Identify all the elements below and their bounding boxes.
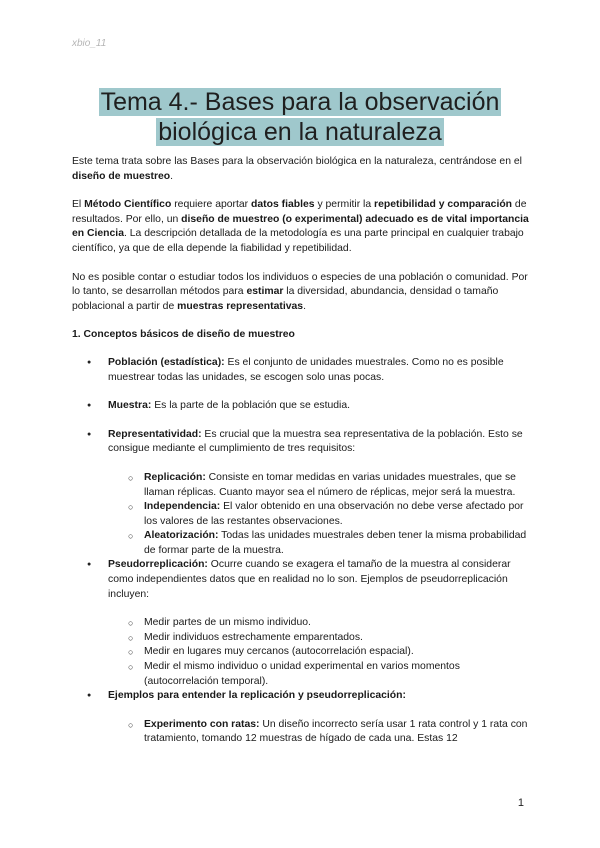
term: Replicación: [144,471,206,483]
document-body [72,155,530,747]
concepts-list [72,356,530,747]
list-item [72,356,530,385]
p3-bold: estimar [246,286,284,298]
p3-text: la diversidad, abundancia, densidad o tamaño poblacional a partir de [72,286,499,312]
title-line-2: biológica en la naturaleza [158,118,442,146]
p2-bold: datos fiables [251,199,315,211]
p2-bold: Método Científico [84,199,172,211]
definition: Es la parte de la población que se estudia. [151,400,351,412]
p2-text: requiere aportar [171,199,252,211]
list-item [108,471,530,500]
p3-text: . [303,300,306,312]
list-item [108,718,530,747]
list-item: ○ Medir individuos estrechamente emparentados. [108,631,530,646]
definition: Ocurre cuando se exagera el tamaño de la muestra al considerar como independientes datos que en realidad no lo son. Ejemplos de pseudorreplicación incluyen: [108,559,511,600]
definition: Todas las unidades muestrales deben tener la misma probabilidad de formar parte de la muestra. [144,530,527,556]
definition: Es crucial que la muestra sea representativa de la población. Esto se consigue mediante el cumplimiento de tres requisitos: [108,428,523,455]
p2-text: . La descripción detallada de la metodología es una parte principal en cualquier trabajo científico, ya que de ella depende la fiabilidad y repetibilidad. [72,228,524,254]
term: Aleatorización: [144,530,219,542]
definition: Un diseño incorrecto sería usar 1 rata control y 1 rata con tratamiento, tomando 12 muestras de hígado de cada una. Estas 12 [144,718,528,745]
list-item [72,399,530,414]
term: Población (estadística): [108,356,225,368]
estimation-paragraph [72,271,530,315]
definition: Consiste en tomar medidas en varias unidades muestrales, que se llaman réplicas. Cuanto mayor sea el número de réplicas, mejor será la muestra. [144,471,516,498]
intro-bold: diseño de muestreo [72,170,171,182]
p2-text: y permitir la [314,199,375,211]
page-number: 1 [517,797,524,809]
section-heading: 1. Conceptos básicos de diseño de muestreo [72,329,295,341]
p2-bold: repetibilidad y comparación [374,199,513,211]
term: Muestra: [108,400,152,412]
list-item [72,558,530,689]
title-line-1: Tema 4.- Bases para la observación [100,88,500,116]
pseudo-examples-list [108,616,530,689]
intro-text-end: . [170,170,174,182]
examples-list [108,718,530,747]
list-item [72,428,530,559]
method-paragraph [72,198,530,256]
header-label: xbio_11 [72,38,107,49]
p3-bold: muestras representativas [177,300,304,312]
term: Experimento con ratas: [144,718,260,730]
list-item [72,689,530,747]
requirements-list [108,471,530,559]
p2-bold: diseño de muestreo (o experimental) adecuado es de vital importancia en Ciencia [72,213,529,240]
term: Independencia: [144,501,221,513]
list-item [108,500,530,529]
p3-text: No es posible contar o estudiar todos los individuos o especies de una población o comunidad. Por lo tanto, se desarrollan métodos para [72,271,528,298]
list-item: ○ Medir el mismo individuo o unidad experimental en varios momentos (autocorrelación temporal). [108,660,530,689]
definition: El valor obtenido en una observación no debe verse afectado por los valores de las restantes observaciones. [144,501,524,527]
list-item: ○ Medir partes de un mismo individuo. [108,616,530,631]
intro-paragraph [72,155,530,184]
p2-text: El [72,199,85,211]
intro-text: Este tema trata sobre las Bases para la observación biológica en la naturaleza, centrándose en el [72,156,522,167]
p2-text: de resultados. Por ello, un [72,199,527,225]
page-title [0,87,600,147]
definition: Es el conjunto de unidades muestrales. Como no es posible muestrear todas las unidades, se escogen solo unas pocas. [108,356,504,383]
term: Pseudorreplicación: [108,559,208,571]
term: Representatividad: [108,428,202,440]
term: Ejemplos para entender la replicación y pseudorreplicación: [108,690,406,702]
list-item [108,529,530,558]
list-item: ○ Medir en lugares muy cercanos (autocorrelación espacial). [108,645,530,660]
